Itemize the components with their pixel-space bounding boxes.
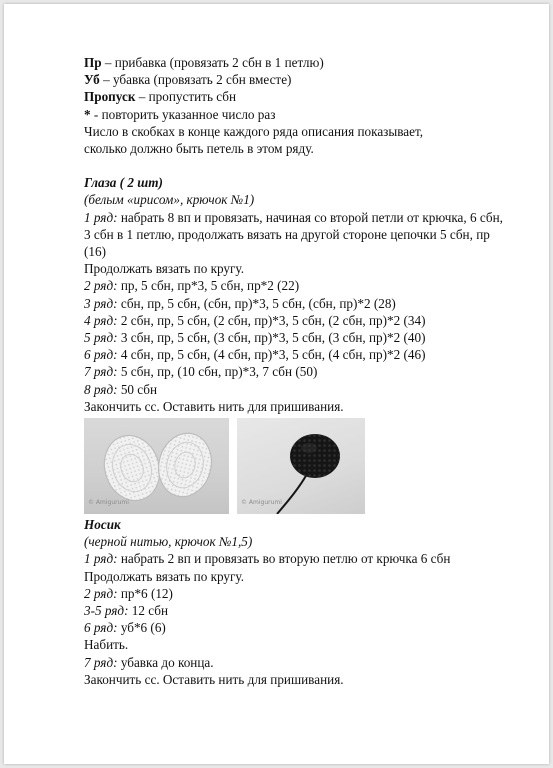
eyes-title: Глаза ( 2 шт)	[84, 175, 163, 191]
eyes-subtitle: (белым «ирисом», крючок №1)	[84, 192, 255, 208]
eyes-row-2: 2 ряд: пр, 5 сбн, пр*3, 5 сбн, пр*2 (22)	[84, 278, 300, 294]
nose-round-note: Продолжать вязать по кругу.	[84, 568, 244, 584]
photo-watermark-2: © Amigurumi	[241, 498, 282, 506]
eyes-row-6: 6 ряд: 4 сбн, пр, 5 сбн, (4 сбн, пр)*3, 5 сбн, (4 сбн, пр)*2 (46)	[84, 347, 426, 363]
eyes-row-5: 5 ряд: 3 сбн, пр, 5 сбн, (3 сбн, пр)*3, 5 сбн, (3 сбн, пр)*2 (40)	[84, 330, 426, 346]
eyes-row-7: 7 ряд: 5 сбн, пр, (10 сбн, пр)*3, 7 сбн (50)	[84, 364, 318, 380]
intro-line-2: сколько должно быть петель в этом ряду.	[84, 141, 314, 157]
nose-title: Носик	[84, 517, 121, 533]
eyes-round-note: Продолжать вязать по кругу.	[84, 261, 244, 277]
eyes-row-8: 8 ряд: 50 сбн	[84, 381, 158, 397]
nose-finish: Закончить сс. Оставить нить для пришивания.	[84, 671, 344, 687]
nose-row-7: 7 ряд: убавка до конца.	[84, 654, 214, 670]
nose-row-3-5: 3-5 ряд: 12 сбн	[84, 603, 169, 619]
eyes-photo	[84, 418, 229, 514]
eyes-row-3: 3 ряд: сбн, пр, 5 сбн, (сбн, пр)*3, 5 сбн, (сбн, пр)*2 (28)	[84, 295, 396, 311]
nose-photo	[237, 418, 365, 514]
intro-line-1: Число в скобках в конце каждого ряда описания показывает,	[84, 123, 424, 139]
legend-dec: Уб – убавка (провязать 2 сбн вместе)	[84, 72, 292, 88]
photo-watermark: © Amigurumi	[88, 498, 129, 506]
legend-inc: Пр – прибавка (провязать 2 сбн в 1 петлю)	[84, 55, 324, 70]
nose-subtitle: (черной нитью, крючок №1,5)	[84, 534, 253, 550]
document-page	[4, 4, 549, 764]
nose-stuff: Набить.	[84, 637, 129, 653]
nose-row-6: 6 ряд: уб*6 (6)	[84, 620, 166, 636]
nose-row-2: 2 ряд: пр*6 (12)	[84, 585, 173, 601]
photo-row	[84, 418, 504, 514]
pattern-text	[84, 54, 504, 688]
nose-row-1: 1 ряд: набрать 2 вп и провязать во вторую петлю от крючка 6 сбн	[84, 551, 451, 567]
legend-repeat: * - повторить указанное число раз	[84, 106, 276, 122]
eyes-row-1: 1 ряд: набрать 8 вп и провязать, начиная со второй петли от крючка, 6 сбн, 3 сбн в 1 петлю, продолжать вязать на другой стороне цепочки 5 сбн, пр (16)	[84, 209, 503, 260]
eyes-row-4: 4 ряд: 2 сбн, пр, 5 сбн, (2 сбн, пр)*3, 5 сбн, (2 сбн, пр)*2 (34)	[84, 312, 426, 328]
legend-skip: Пропуск – пропустить сбн	[84, 89, 237, 105]
eyes-finish: Закончить сс. Оставить нить для пришивания.	[84, 398, 344, 414]
